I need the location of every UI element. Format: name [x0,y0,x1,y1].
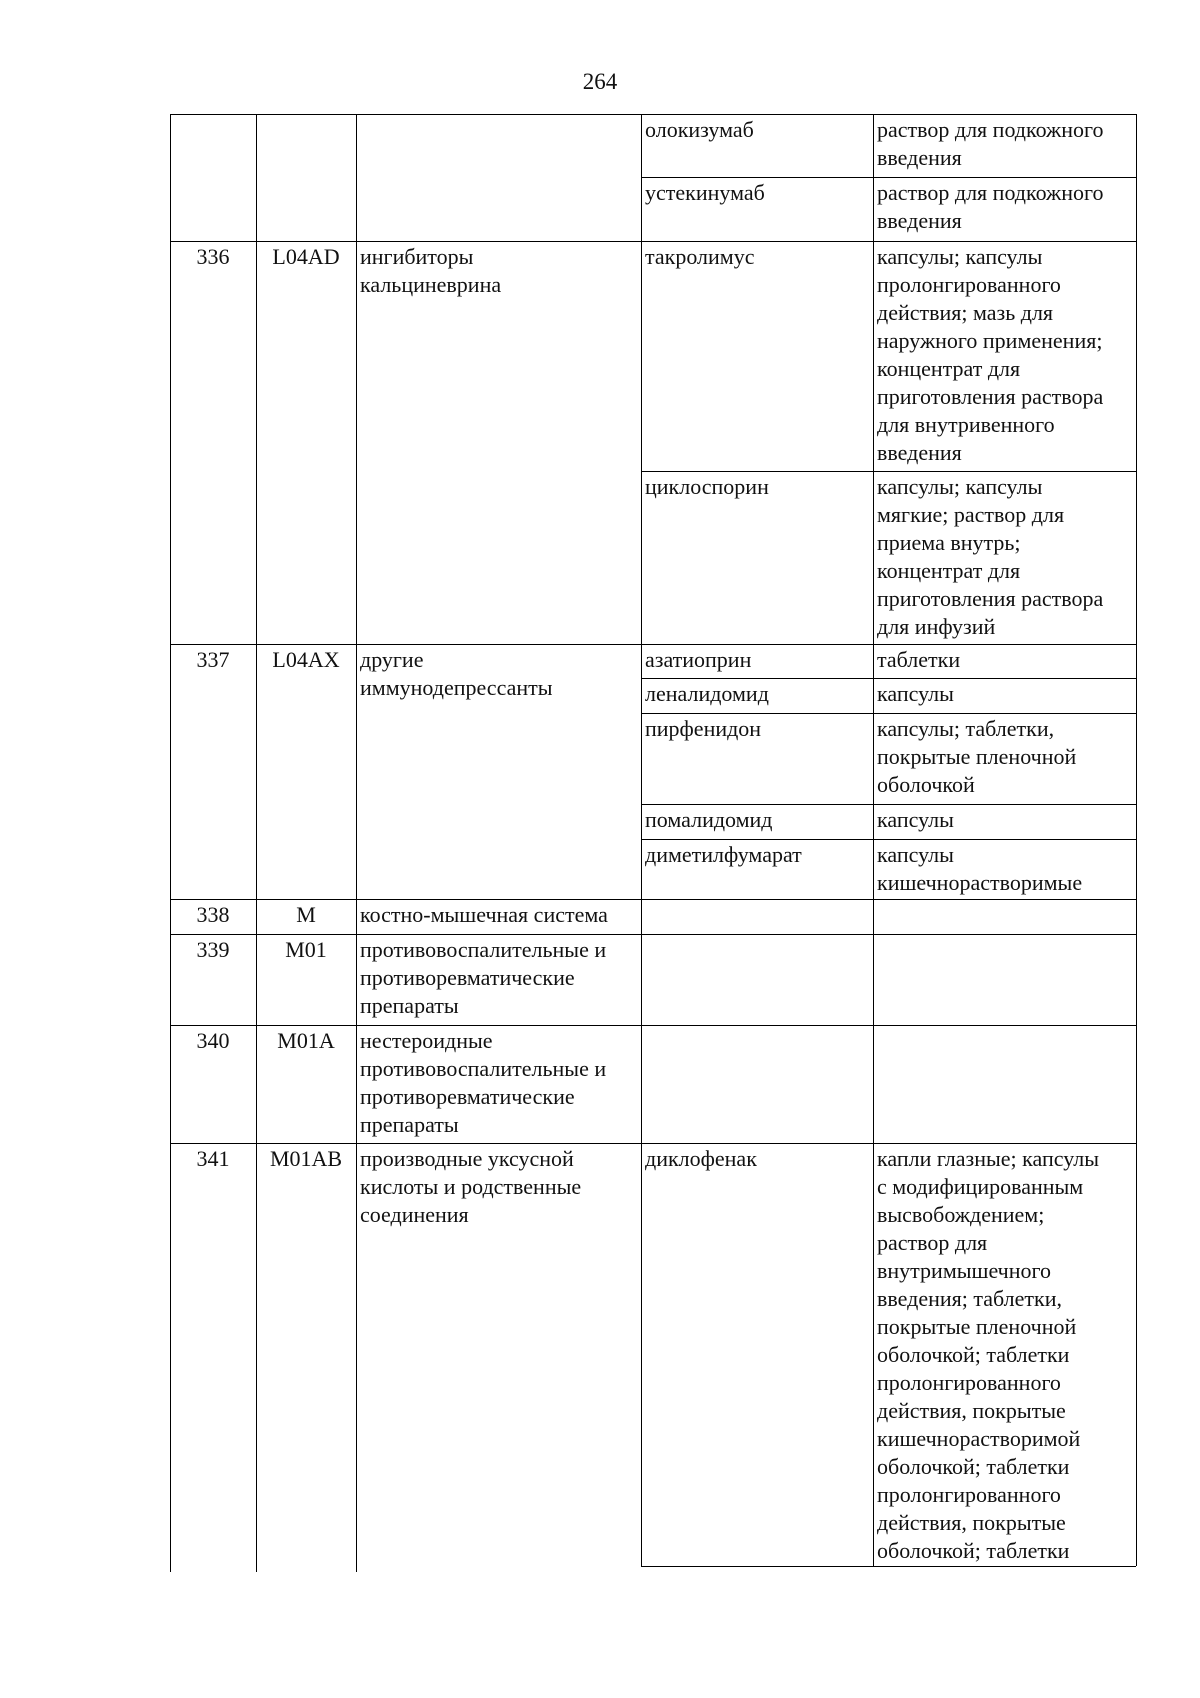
dosage-form [877,243,1134,467]
drug-name: олокизумаб [645,117,754,142]
dosage-form-line: внутримышечного [877,1258,1051,1283]
row-border [170,241,1136,242]
dosage-form-line: капсулы [877,681,954,706]
page-number: 264 [582,69,618,94]
row-border [170,934,1136,935]
drug-row-border [641,177,1136,178]
dosage-form-line: мягкие; раствор для [877,502,1065,527]
row-number: 341 [196,1146,230,1171]
row-border [170,1025,1136,1026]
dosage-form-line: раствор для подкожного [877,180,1104,205]
drug-row-border [641,1566,1136,1567]
atc-group-line: производные уксусной [360,1146,574,1171]
dosage-form [877,715,1134,799]
drug-name: диметилфумарат [645,842,802,867]
dosage-form-line: оболочкой; таблетки [877,1454,1070,1479]
row-border-top [170,114,1136,115]
atc-group-line: кальциневрина [360,272,502,297]
dosage-form-line: введения [877,440,962,465]
row-number: 338 [196,902,230,927]
dosage-form-line: пролонгированного [877,1482,1061,1507]
dosage-form-line: приготовления раствора [877,586,1104,611]
dosage-form-line: введения [877,208,962,233]
atc-group-line: противовоспалительные и [360,1056,607,1081]
atc-code: M [296,902,316,927]
atc-group-line: соединения [360,1202,469,1227]
atc-group-line: другие [360,647,424,672]
atc-group-line: костно-мышечная система [360,902,608,927]
atc-group-line: препараты [360,1112,459,1137]
dosage-form-line: с модифицированным [877,1174,1084,1199]
drug-name: пирфенидон [645,716,762,741]
dosage-form-line: покрытые пленочной [877,744,1077,769]
dosage-form-line: оболочкой; таблетки [877,1538,1070,1563]
col-border [256,114,257,1572]
row-border [170,644,1136,645]
row-number: 337 [196,647,230,672]
row-border [170,1143,1136,1144]
atc-group [360,901,639,929]
dosage-form-line: таблетки [877,647,961,672]
dosage-form-line: раствор для подкожного [877,117,1104,142]
dosage-form-line: действия; мазь для [877,300,1054,325]
drug-name: леналидомид [645,681,769,706]
atc-code: L04AX [272,647,340,672]
atc-code: M01A [277,1028,335,1053]
dosage-form-line: покрытые пленочной [877,1314,1077,1339]
atc-group-line: ингибиторы [360,244,474,269]
dosage-form-line: для внутривенного [877,412,1055,437]
dosage-form [877,473,1134,641]
dosage-form-line: пролонгированного [877,1370,1061,1395]
atc-code: L04AD [272,244,340,269]
col-border [641,114,642,1566]
dosage-form-line: приема внутрь; [877,530,1021,555]
drug-row-border [641,471,1136,472]
col-border-left [170,114,171,1572]
dosage-form [877,1145,1134,1565]
dosage-form-line: приготовления раствора [877,384,1104,409]
dosage-form-line: концентрат для [877,356,1021,381]
dosage-form-line: кишечнорастворимой [877,1426,1081,1451]
dosage-form-line: высвобождением; [877,1202,1045,1227]
atc-group-line: иммунодепрессанты [360,675,553,700]
dosage-form-line: раствор для [877,1230,988,1255]
atc-code: M01 [285,937,327,962]
dosage-form-line: действия, покрытые [877,1398,1066,1423]
atc-code: M01AB [269,1146,343,1171]
dosage-form-line: капсулы; капсулы [877,244,1043,269]
col-border [873,114,874,1566]
dosage-form-line: наружного применения; [877,328,1103,353]
dosage-form [877,646,1134,674]
atc-group-line: нестероидные [360,1028,493,1053]
dosage-form-line: для инфузий [877,614,996,639]
dosage-form [877,116,1134,172]
atc-group-line: противовоспалительные и [360,937,607,962]
row-border [170,899,1136,900]
drug-name: устекинумаб [645,180,765,205]
dosage-form-line: капсулы; таблетки, [877,716,1055,741]
dosage-form-line: введения [877,145,962,170]
drug-name: помалидомид [645,807,773,832]
atc-group-line: кислоты и родственные [360,1174,582,1199]
drug-name: циклоспорин [645,474,769,499]
drug-table [170,114,1136,1572]
drug-name: азатиоприн [645,647,752,672]
dosage-form-line: пролонгированного [877,272,1061,297]
dosage-form [877,680,1134,708]
dosage-form-line: оболочкой; таблетки [877,1342,1070,1367]
atc-group-line: противоревматические [360,965,575,990]
drug-row-border [641,678,1136,679]
atc-group [360,646,639,702]
col-border [356,114,357,1572]
atc-group [360,1145,639,1229]
dosage-form-line: капсулы; капсулы [877,474,1043,499]
dosage-form-line: действия, покрытые [877,1510,1066,1535]
drug-name: такролимус [645,244,755,269]
atc-group [360,243,639,299]
dosage-form-line: капсулы [877,842,954,867]
drug-row-border [641,804,1136,805]
dosage-form [877,841,1134,897]
atc-group [360,1027,639,1139]
row-number: 339 [196,937,230,962]
dosage-form-line: кишечнорастворимые [877,870,1083,895]
col-border-right [1136,114,1137,1566]
dosage-form [877,179,1134,235]
dosage-form [877,806,1134,834]
row-number: 340 [196,1028,230,1053]
dosage-form-line: введения; таблетки, [877,1286,1062,1311]
row-number: 336 [196,244,230,269]
dosage-form-line: концентрат для [877,558,1021,583]
drug-row-border [641,839,1136,840]
dosage-form-line: капли глазные; капсулы [877,1146,1099,1171]
dosage-form-line: оболочкой [877,772,975,797]
atc-group [360,936,639,1020]
drug-name: диклофенак [645,1146,757,1171]
dosage-form-line: капсулы [877,807,954,832]
atc-group-line: противоревматические [360,1084,575,1109]
drug-row-border [641,713,1136,714]
atc-group-line: препараты [360,993,459,1018]
